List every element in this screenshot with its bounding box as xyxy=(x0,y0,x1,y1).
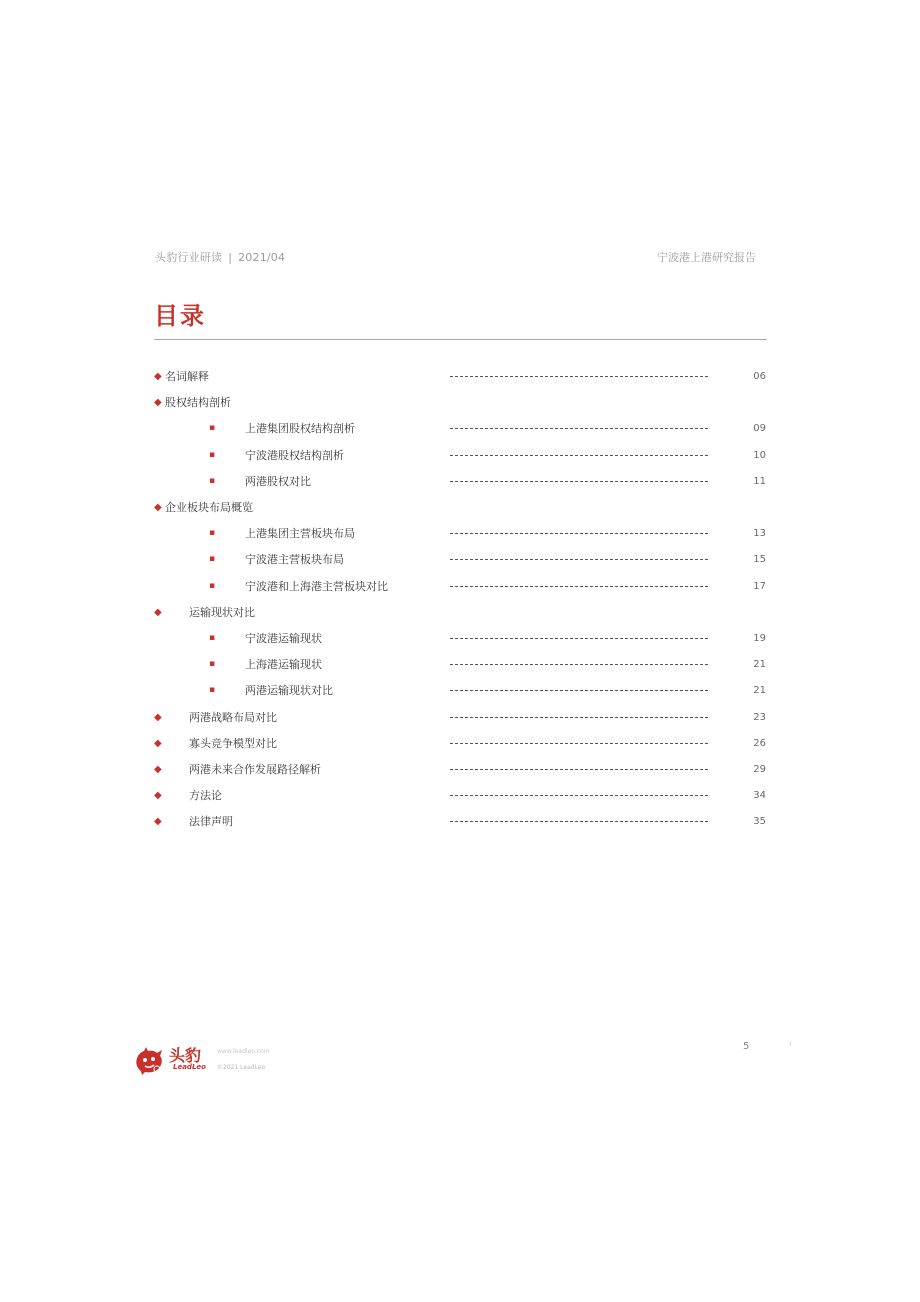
bullet-icon: ▪ xyxy=(209,476,216,486)
toc-entry-label: 两港战略布局对比 xyxy=(189,711,277,724)
toc-entry-label: 宁波港运输现状 xyxy=(245,632,322,645)
toc-entry-label: 宁波港股权结构剖析 xyxy=(245,449,344,462)
bullet-icon: ▪ xyxy=(209,423,216,433)
toc-entry[interactable] xyxy=(0,683,920,699)
toc-page-number: 10 xyxy=(753,450,766,461)
logo-english-name: LeadLeo xyxy=(173,1063,206,1071)
toc-page-number: 35 xyxy=(753,816,766,827)
header-brand: 头豹行业研读 xyxy=(155,251,223,264)
toc-dot-leader xyxy=(450,455,708,456)
toc-dot-leader xyxy=(450,428,708,429)
bullet-icon: ▪ xyxy=(209,685,216,695)
leopard-logo-icon xyxy=(133,1044,165,1076)
toc-page-number: 15 xyxy=(753,554,766,565)
toc-entry[interactable] xyxy=(0,762,920,778)
toc-entry[interactable] xyxy=(0,788,920,804)
bullet-icon: ▪ xyxy=(209,554,216,564)
toc-entry[interactable] xyxy=(0,474,920,490)
toc-entry-label: 法律声明 xyxy=(189,815,233,828)
toc-entry[interactable] xyxy=(0,710,920,726)
toc-entry-label: 股权结构剖析 xyxy=(165,396,231,409)
toc-entry-label: 上港集团主营板块布局 xyxy=(245,527,355,540)
diamond-icon: ◆ xyxy=(154,502,162,513)
toc-entry-label: 宁波港主营板块布局 xyxy=(245,553,344,566)
toc-entry-label: 宁波港和上海港主营板块对比 xyxy=(245,580,388,593)
header-brand-line xyxy=(155,249,285,265)
toc-entry-label: 上海港运输现状 xyxy=(245,658,322,671)
toc-page-number: 09 xyxy=(753,423,766,434)
toc-entry-label: 两港未来合作发展路径解析 xyxy=(189,763,321,776)
toc-page-number: 29 xyxy=(753,764,766,775)
toc-page-number: 13 xyxy=(753,528,766,539)
toc-entry[interactable] xyxy=(0,814,920,830)
toc-dot-leader xyxy=(450,559,708,560)
diamond-icon: ◆ xyxy=(154,738,162,749)
toc-entry[interactable] xyxy=(0,448,920,464)
toc-page-number: 06 xyxy=(753,371,766,382)
diamond-icon: ◆ xyxy=(154,816,162,827)
page-title: 目录 xyxy=(154,302,206,330)
toc-entry-label: 名词解释 xyxy=(165,370,209,383)
logo-chinese-name: 头豹 xyxy=(169,1046,202,1065)
bullet-icon: ▪ xyxy=(209,581,216,591)
toc-dot-leader xyxy=(450,717,708,718)
toc-page-number: 17 xyxy=(753,581,766,592)
toc-entry[interactable] xyxy=(0,736,920,752)
toc-entry-label: 两港运输现状对比 xyxy=(245,684,333,697)
toc-entry[interactable] xyxy=(0,631,920,647)
footer-logo xyxy=(133,1041,213,1079)
toc-dot-leader xyxy=(450,769,708,770)
toc-dot-leader xyxy=(450,743,708,744)
toc-dot-leader xyxy=(450,638,708,639)
toc-entry-label: 两港股权对比 xyxy=(245,475,311,488)
toc-entry-label: 寡头竞争模型对比 xyxy=(189,737,277,750)
toc-dot-leader xyxy=(450,690,708,691)
toc-dot-leader xyxy=(450,376,708,377)
toc-entry-label: 上港集团股权结构剖析 xyxy=(245,422,355,435)
toc-page-number: 21 xyxy=(753,685,766,696)
toc-dot-leader xyxy=(450,664,708,665)
header-date: 2021/04 xyxy=(238,251,286,264)
diamond-icon: ◆ xyxy=(154,764,162,775)
page-number: 5 xyxy=(743,1041,750,1052)
bullet-icon: ▪ xyxy=(209,633,216,643)
header-report-title: 宁波港上港研究报告 xyxy=(657,251,756,264)
toc-entry-label: 企业板块布局概览 xyxy=(165,501,253,514)
bullet-icon: ▪ xyxy=(209,528,216,538)
toc-dot-leader xyxy=(450,481,708,482)
diamond-icon: ◆ xyxy=(154,607,162,618)
header-separator: | xyxy=(228,251,233,264)
diamond-icon: ◆ xyxy=(154,790,162,801)
toc-entry[interactable] xyxy=(0,369,920,385)
toc-entry[interactable] xyxy=(0,500,920,516)
footer-url[interactable]: www.leadleo.com xyxy=(217,1048,270,1055)
toc-page-number: 21 xyxy=(753,659,766,670)
toc-entry[interactable] xyxy=(0,395,920,411)
corner-tick xyxy=(790,1041,791,1046)
toc-entry[interactable] xyxy=(0,421,920,437)
diamond-icon: ◆ xyxy=(154,371,162,382)
bullet-icon: ▪ xyxy=(209,450,216,460)
toc-entry[interactable] xyxy=(0,657,920,673)
toc-page-number: 34 xyxy=(753,790,766,801)
toc-dot-leader xyxy=(450,533,708,534)
toc-page-number: 19 xyxy=(753,633,766,644)
diamond-icon: ◆ xyxy=(154,712,162,723)
footer-copyright: ©2021 LeadLeo xyxy=(217,1064,266,1071)
toc-dot-leader xyxy=(450,821,708,822)
toc-dot-leader xyxy=(450,795,708,796)
toc-dot-leader xyxy=(450,586,708,587)
toc-entry[interactable] xyxy=(0,605,920,621)
bullet-icon: ▪ xyxy=(209,659,216,669)
title-divider xyxy=(154,339,767,340)
toc-entry[interactable] xyxy=(0,552,920,568)
diamond-icon: ◆ xyxy=(154,397,162,408)
toc-entry[interactable] xyxy=(0,579,920,595)
toc-page-number: 11 xyxy=(753,476,766,487)
toc-page-number: 26 xyxy=(753,738,766,749)
toc-page-number: 23 xyxy=(753,712,766,723)
toc-entry-label: 运输现状对比 xyxy=(189,606,255,619)
toc-entry[interactable] xyxy=(0,526,920,542)
toc-entry-label: 方法论 xyxy=(189,789,222,802)
